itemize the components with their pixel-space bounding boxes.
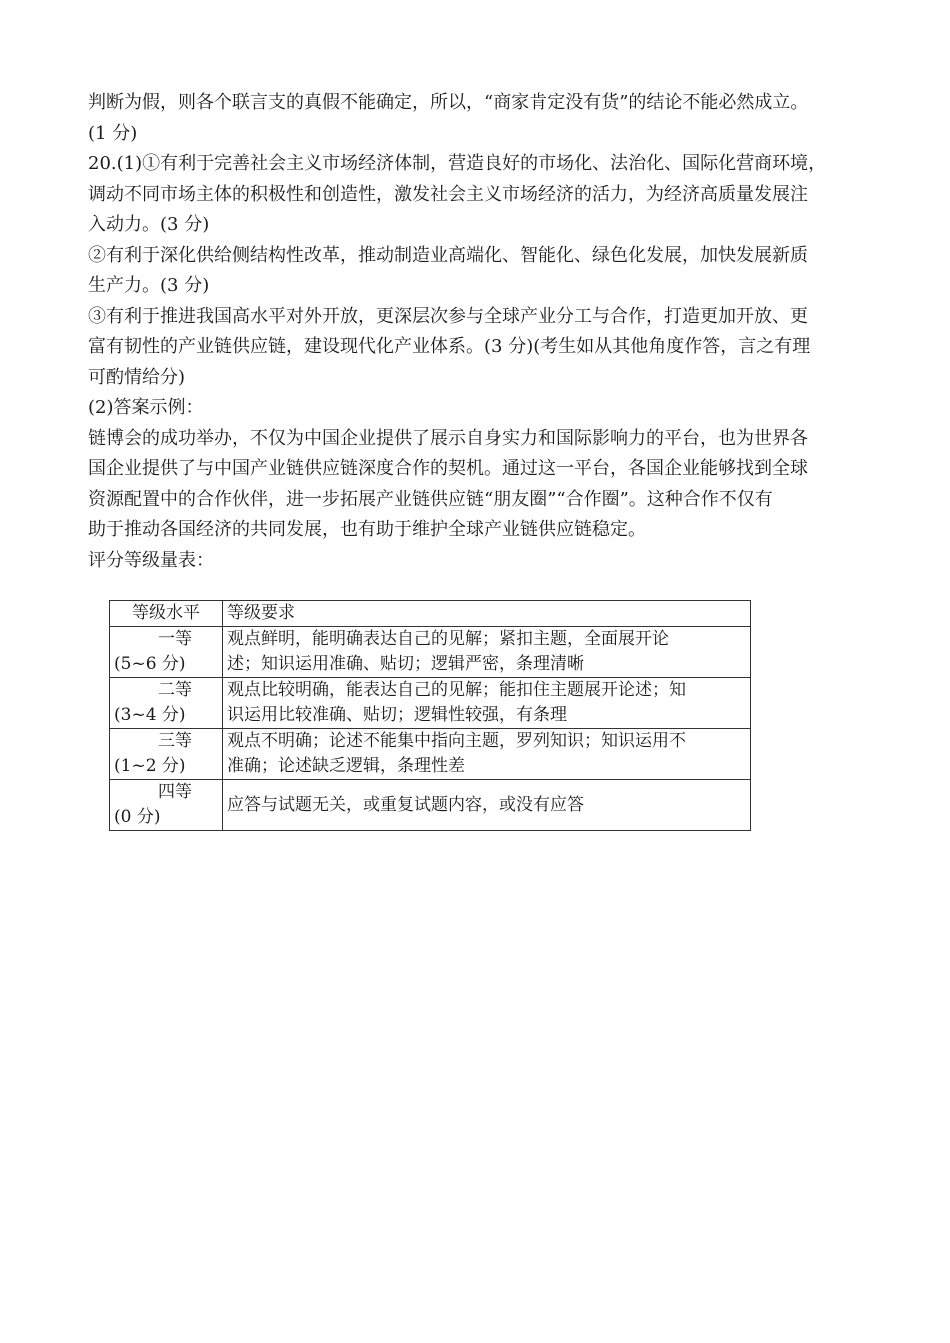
requirement-cell [223,678,751,729]
requirement-line: 观点鲜明，能明确表达自己的见解；紧扣主题，全面展开论 [227,629,669,649]
text-line: 助于推动各国经济的共同发展，也有助于维护全球产业链供应链稳定。 [88,519,646,540]
table-title: 评分等级量表： [88,549,214,571]
text-line: 资源配置中的合作伙伴，进一步拓展产业链供应链“朋友圈”“合作圈”。这种合作不仅有 [88,488,773,510]
level-range: (0 分) [114,807,161,827]
text-line: (2)答案示例： [88,397,204,418]
table-row [110,729,751,780]
level-name: 四等 [158,782,192,802]
requirement-line: 应答与试题无关，或重复试题内容，或没有应答 [227,794,584,815]
text-line: 富有韧性的产业链供应链，建设现代化产业体系。(3 分)(考生如从其他角度作答，言之有理 [88,336,811,357]
text-line: 可酌情给分) [88,366,186,388]
table-row [110,627,751,678]
text-line: 国企业提供了与中国产业链供应链深度合作的契机。通过这一平台，各国企业能够找到全球 [88,458,808,479]
grading-table [109,600,751,831]
text-line: ③有利于推进我国高水平对外开放，更深层次参与全球产业分工与合作，打造更加开放、更 [88,305,808,327]
table-row [110,780,751,831]
level-cell [110,780,223,831]
requirement-line: 观点不明确；论述不能集中指向主题，罗列知识；知识运用不 [227,731,686,751]
level-range: (5~6 分) [114,654,186,674]
text-line: 生产力。(3 分) [88,275,210,296]
level-name: 二等 [158,680,192,700]
requirement-cell [223,780,751,831]
text-line: 20.(1)①有利于完善社会主义市场经济体制，营造良好的市场化、法治化、国际化营商环境， [88,153,827,174]
table-header-row [110,601,751,627]
text-line: (1 分) [88,122,138,144]
level-range: (1~2 分) [114,756,186,776]
text-line: 判断为假，则各个联言支的真假不能确定，所以，“商家肯定没有货”的结论不能必然成立。 [88,92,809,113]
requirement-cell [223,729,751,780]
text-line: 入动力。(3 分) [88,214,210,235]
requirement-line: 识运用比较准确、贴切；逻辑性较强，有条理 [227,705,567,725]
document-body [88,88,864,573]
requirement-line: 述；知识运用准确、贴切；逻辑严密，条理清晰 [227,654,584,674]
level-cell [110,627,223,678]
text-line: 链博会的成功举办，不仅为中国企业提供了展示自身实力和国际影响力的平台，也为世界各 [88,427,808,449]
header-requirement: 等级要求 [223,601,751,627]
requirement-line: 准确；论述缺乏逻辑，条理性差 [227,756,465,776]
level-cell [110,729,223,780]
header-level: 等级水平 [110,601,223,627]
level-name: 一等 [158,629,192,649]
requirement-cell [223,627,751,678]
table-row [110,678,751,729]
text-line: ②有利于深化供给侧结构性改革，推动制造业高端化、智能化、绿色化发展，加快发展新质 [88,244,808,266]
requirement-line: 观点比较明确，能表达自己的见解；能扣住主题展开论述；知 [227,680,686,700]
level-cell [110,678,223,729]
text-line: 调动不同市场主体的积极性和创造性，激发社会主义市场经济的活力，为经济高质量发展注 [88,183,808,205]
level-name: 三等 [158,731,192,751]
level-range: (3~4 分) [114,705,186,725]
